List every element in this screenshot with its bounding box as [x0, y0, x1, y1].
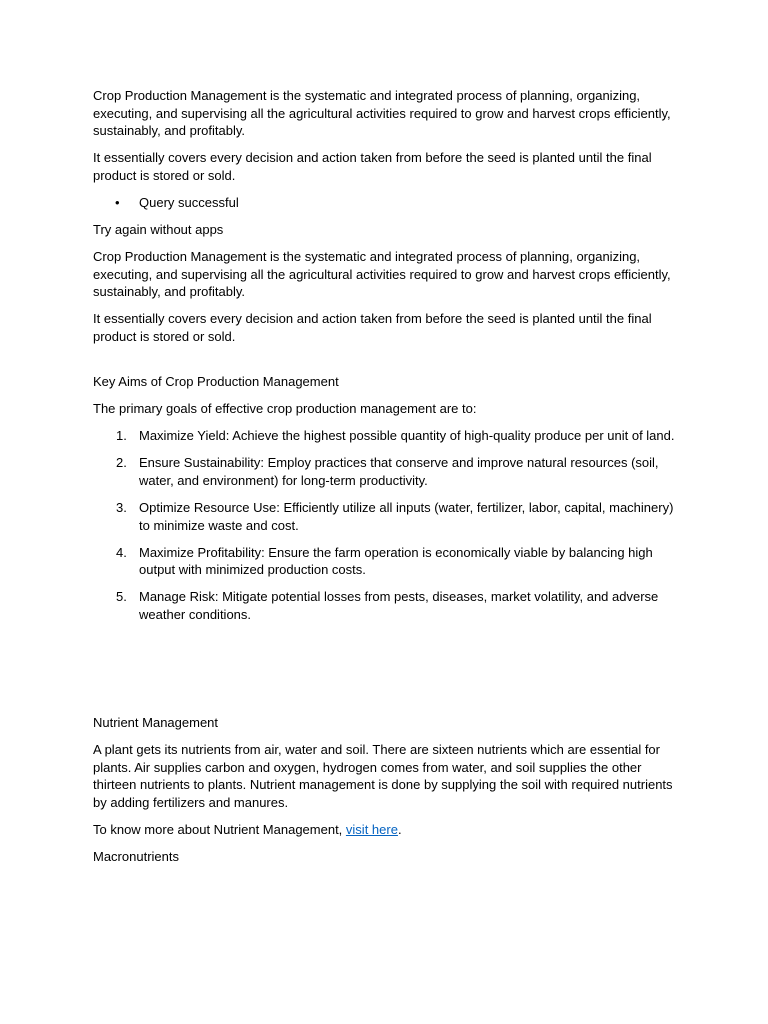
intro-paragraph-2: It essentially covers every decision and action taken from before the seed is planted until the final product is stored or sold.: [93, 150, 652, 183]
visit-here-link[interactable]: visit here: [345, 822, 398, 838]
list-number: 1.: [116, 428, 127, 444]
status-bullet-list: [93, 194, 678, 212]
list-number: 4.: [116, 544, 127, 560]
list-item-text: Optimize Resource Use: Efficiently utilize all inputs (water, fertilizer, labor, capital, machinery) to minimize waste and cost.: [139, 500, 674, 533]
aims-list: [93, 427, 678, 623]
blank-line: [93, 355, 678, 373]
intro-paragraph-4: It essentially covers every decision and action taken from before the seed is planted until the final product is stored or sold.: [93, 311, 652, 345]
document-page: [93, 87, 678, 875]
list-item-text: Maximize Profitability: Ensure the farm operation is economically viable by balancing high output with minimized production costs.: [139, 544, 653, 578]
aims-intro: The primary goals of effective crop production management are to:: [93, 401, 477, 417]
macronutrients-heading: Macronutrients: [93, 849, 179, 865]
list-item: [93, 544, 678, 579]
intro-paragraph-3: Crop Production Management is the systematic and integrated process of planning, organizing, executing, and supervising all the agricultural activities required to grow and harvest crops efficiently, sustainably, and profitably.: [93, 249, 671, 300]
list-number: 2.: [116, 455, 127, 471]
list-item: [93, 194, 678, 212]
blank-lines: [93, 633, 678, 714]
list-item-text: Query successful: [139, 194, 239, 210]
bullet-icon: •: [115, 194, 120, 210]
nutrient-more-line: [93, 821, 678, 839]
list-item: [93, 499, 678, 534]
list-number: 3.: [116, 500, 127, 516]
nutrient-more-prefix: To know more about Nutrient Management,: [93, 822, 346, 838]
list-number: 5.: [116, 589, 127, 605]
list-item-text: Manage Risk: Mitigate potential losses from pests, diseases, market volatility, and adverse weather conditions.: [139, 589, 659, 623]
list-item: [93, 588, 678, 623]
nutrient-more-suffix: .: [397, 822, 402, 838]
list-item-text: Maximize Yield: Achieve the highest possible quantity of high-quality produce per unit of land.: [139, 428, 675, 444]
retry-text: Try again without apps: [93, 222, 224, 238]
intro-paragraph-1: Crop Production Management is the systematic and integrated process of planning, organizing, executing, and supervising all the agricultural activities required to grow and harvest crops efficiently, sustainably, and profitably.: [93, 88, 671, 139]
nutrient-paragraph: A plant gets its nutrients from air, water and soil. There are sixteen nutrients which are essential for plants. Air supplies carbon and oxygen, hydrogen comes from water, and soil supplies the other thirteen nutrients to plants. Nutrient management is done by supplying the soil with required nutrients by adding fertilizers and manures.: [93, 742, 673, 811]
list-item: [93, 454, 678, 489]
nutrient-heading: Nutrient Management: [93, 715, 219, 731]
list-item: [93, 427, 678, 445]
aims-heading: Key Aims of Crop Production Management: [93, 374, 339, 390]
list-item-text: Ensure Sustainability: Employ practices that conserve and improve natural resources (soil, water, and environment) for long-term productivity.: [139, 455, 659, 488]
